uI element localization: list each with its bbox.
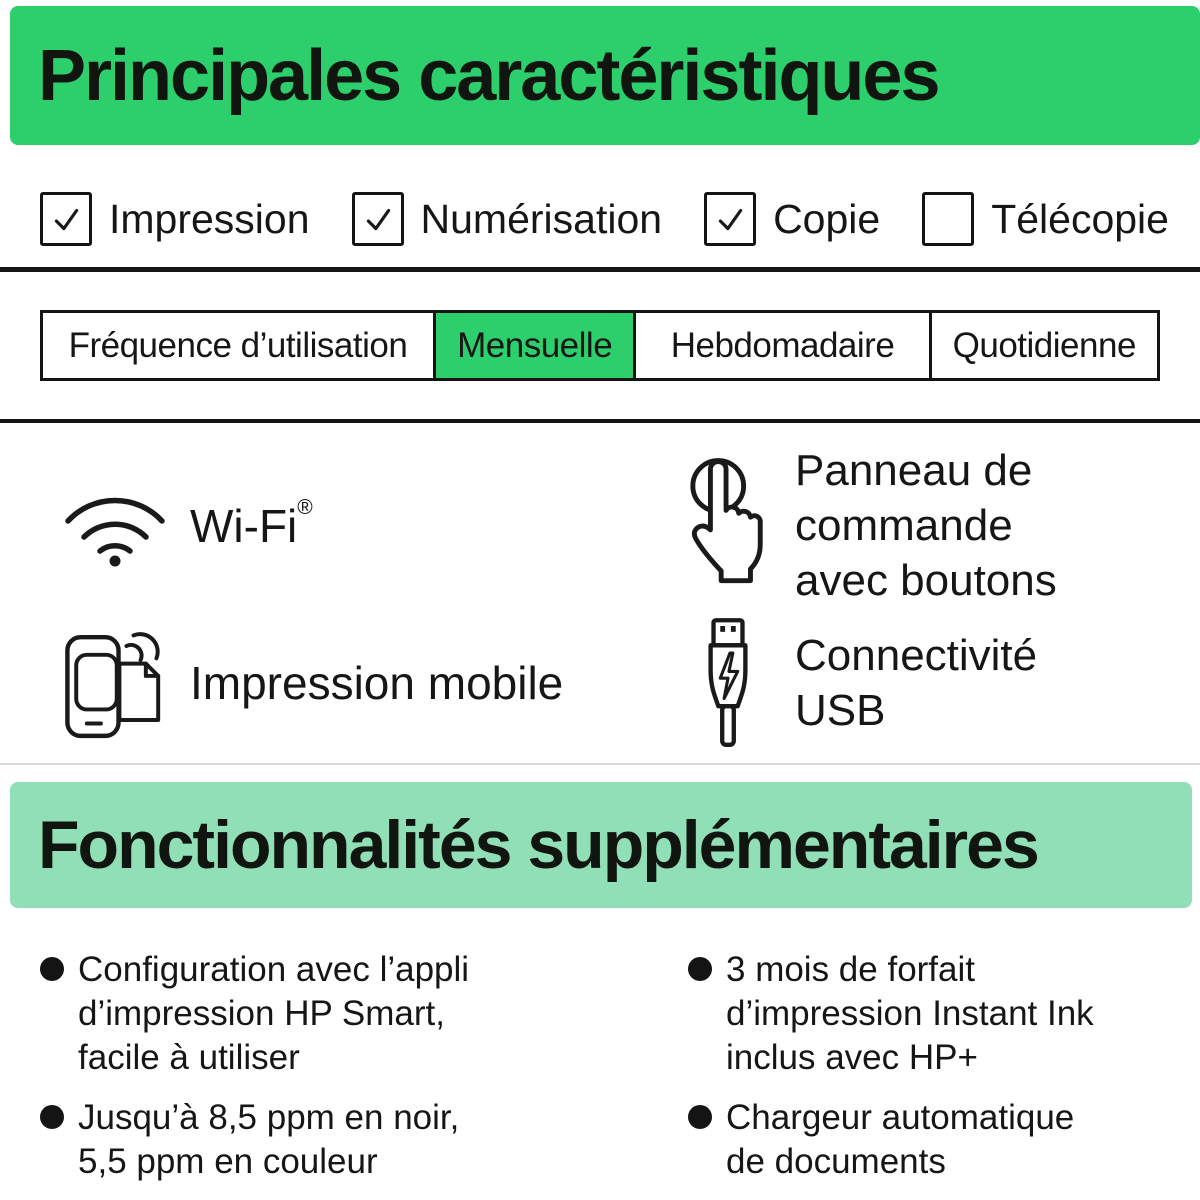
feature-label: Panneau de commande avec boutons <box>795 446 1057 605</box>
feature-wifi <box>40 468 620 580</box>
capability-label: Copie <box>773 195 881 242</box>
bullet-text: Chargeur automatique de documents <box>726 1098 1075 1181</box>
extras-list-left <box>40 948 640 1200</box>
feature-control-panel <box>660 443 1200 608</box>
divider-thick <box>0 267 1200 272</box>
capability-telecopie[interactable] <box>922 192 1169 246</box>
check-icon <box>713 202 747 236</box>
extras-header-banner <box>10 782 1192 908</box>
capability-copie[interactable] <box>704 192 880 246</box>
list-item <box>688 1096 1188 1184</box>
touch-icon <box>660 446 795 606</box>
frequency-option-mensuelle[interactable]: Mensuelle <box>433 313 634 378</box>
feature-usb <box>660 610 1200 755</box>
registered-mark: ® <box>297 495 313 519</box>
main-header-banner <box>10 6 1200 145</box>
checkbox-telecopie[interactable] <box>922 192 974 246</box>
capability-label: Télécopie <box>991 195 1169 242</box>
checkbox-copie[interactable] <box>704 192 756 246</box>
list-item <box>40 1096 640 1184</box>
list-item <box>40 948 640 1080</box>
bullet-icon <box>40 957 64 981</box>
checkbox-numerisation[interactable] <box>352 192 404 246</box>
bullet-text: Configuration avec l’appli d’impression HP Smart, facile à utiliser <box>78 950 470 1077</box>
list-item <box>688 948 1188 1080</box>
check-icon <box>49 202 83 236</box>
checkbox-impression[interactable] <box>40 192 92 246</box>
capability-label: Numérisation <box>420 195 663 242</box>
capabilities-row <box>40 172 1169 266</box>
capability-label: Impression <box>109 195 310 242</box>
bullet-icon <box>688 1105 712 1129</box>
frequency-selector <box>40 310 1160 381</box>
wifi-icon <box>40 481 190 567</box>
capability-numerisation[interactable] <box>352 192 663 246</box>
divider-mid <box>0 419 1200 423</box>
usb-icon <box>660 610 795 755</box>
feature-label: Wi-Fi® <box>190 495 313 552</box>
mobile-print-icon <box>40 624 190 742</box>
bullet-icon <box>40 1105 64 1129</box>
bullet-icon <box>688 957 712 981</box>
bullet-text: 3 mois de forfait d’impression Instant Ink inclus avec HP+ <box>726 950 1094 1077</box>
extras-list-right <box>688 948 1188 1200</box>
check-icon <box>361 202 395 236</box>
extras-title: Fonctionnalités supplémentaires <box>38 807 1038 883</box>
feature-label: Impression mobile <box>190 656 564 709</box>
divider-light <box>0 763 1200 765</box>
capability-impression[interactable] <box>40 192 310 246</box>
feature-label: Connectivité USB <box>795 630 1038 735</box>
bullet-text: Jusqu’à 8,5 ppm en noir, 5,5 ppm en couleur <box>78 1098 460 1181</box>
frequency-option-hebdomadaire[interactable]: Hebdomadaire <box>633 313 928 378</box>
feature-mobile-printing <box>40 610 620 755</box>
page-title: Principales caractéristiques <box>38 35 939 116</box>
frequency-option-quotidienne[interactable]: Quotidienne <box>929 313 1157 378</box>
frequency-header-cell: Fréquence d’utilisation <box>68 325 408 365</box>
